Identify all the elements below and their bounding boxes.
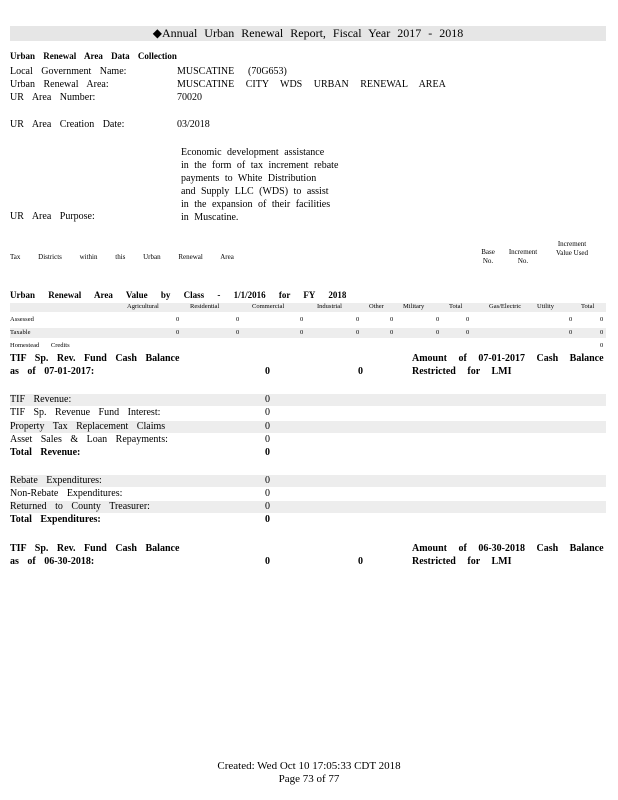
assessed-commercial: 0	[300, 316, 304, 323]
ur-purpose-label: UR Area Purpose:	[10, 211, 95, 222]
end-balance-date: as of 06-30-2018:	[10, 556, 95, 567]
returned-treasurer-value: 0	[265, 501, 270, 512]
begin-balance-label: TIF Sp. Rev. Fund Cash Balance	[10, 353, 180, 364]
assessed-other: 0	[390, 316, 394, 323]
collection-heading: Urban Renewal Area Data Collection	[10, 51, 177, 61]
ur-purpose-text: Economic development assistance in the form of tax increment rebate payments to White Distribution and Supply LLC (WDS) to assist in the expansion of their facilities in Muscatine.	[181, 147, 339, 223]
diamond-icon: ◆	[152, 26, 162, 40]
assessed-military: 0	[436, 316, 440, 323]
end-lmi-restricted: Restricted for LMI	[412, 556, 512, 567]
taxable-total: 0	[466, 329, 470, 336]
assessed-grand-total: 0	[600, 316, 604, 323]
end-balance-value: 0	[265, 556, 270, 567]
rebate-expend-label: Rebate Expenditures:	[10, 475, 102, 486]
assessed-residential: 0	[236, 316, 240, 323]
col-industrial: Industrial	[317, 303, 342, 310]
creation-date-value: 03/2018	[177, 119, 210, 130]
begin-lmi-value: 0	[358, 366, 363, 377]
total-expend-value: 0	[265, 514, 270, 525]
begin-lmi-restricted: Restricted for LMI	[412, 366, 512, 377]
report-title: Annual Urban Renewal Report, Fiscal Year 2017 - 2018	[161, 26, 464, 40]
col-other: Other	[369, 303, 384, 310]
revenue-band-1	[10, 394, 606, 406]
footer-created: Created: Wed Oct 10 17:05:33 CDT 2018	[217, 760, 401, 772]
col-grand-total: Total	[581, 303, 595, 310]
returned-treasurer-label: Returned to County Treasurer:	[10, 501, 150, 512]
revenue-replacement-label: Property Tax Replacement Claims	[10, 421, 166, 432]
col-increment-value-used: Increment Value Used	[555, 240, 589, 257]
taxable-residential: 0	[236, 329, 240, 336]
revenue-interest-label: TIF Sp. Revenue Fund Interest:	[10, 407, 161, 418]
taxable-utility: 0	[569, 329, 573, 336]
total-revenue-label: Total Revenue:	[10, 447, 81, 458]
non-rebate-expend-value: 0	[265, 488, 270, 499]
col-military: Military	[403, 303, 425, 310]
taxable-agricultural: 0	[176, 329, 180, 336]
row-taxable-label: Taxable	[10, 329, 31, 336]
col-increment-no: Increment No.	[508, 248, 538, 265]
col-base-no: Base No.	[481, 248, 495, 265]
assessed-total: 0	[466, 316, 470, 323]
report-title-bar	[10, 26, 606, 41]
col-agricultural: Agricultural	[127, 303, 159, 310]
local-gov-name: MUSCATINE	[177, 66, 235, 77]
col-total: Total	[449, 303, 463, 310]
ur-number-label: UR Area Number:	[10, 92, 96, 103]
ur-number-value: 70020	[177, 92, 202, 103]
col-gas-electric: Gas/Electric	[489, 303, 522, 310]
non-rebate-expend-label: Non-Rebate Expenditures:	[10, 488, 123, 499]
revenue-interest-value: 0	[265, 407, 270, 418]
total-expend-label: Total Expenditures:	[10, 514, 101, 525]
row-assessed-label: Assessed	[10, 316, 34, 323]
footer-page-number: Page 73 of 77	[278, 773, 340, 785]
end-balance-label: TIF Sp. Rev. Fund Cash Balance	[10, 543, 180, 554]
begin-balance-date: as of 07-01-2017:	[10, 366, 95, 377]
revenue-tif-value: 0	[265, 394, 270, 405]
tax-districts-heading: Tax Districts within this Urban Renewal Area	[10, 253, 234, 261]
begin-lmi-label: Amount of 07-01-2017 Cash Balance	[412, 353, 604, 364]
begin-balance-value: 0	[265, 366, 270, 377]
local-gov-code: (70G653)	[248, 66, 287, 77]
revenue-replacement-value: 0	[265, 421, 270, 432]
revenue-asset-sales-label: Asset Sales & Loan Repayments:	[10, 434, 168, 445]
end-lmi-value: 0	[358, 556, 363, 567]
local-gov-label: Local Government Name:	[10, 66, 127, 77]
row-homestead-label: Homestead Credits	[10, 342, 70, 349]
revenue-tif-label: TIF Revenue:	[10, 394, 72, 405]
assessed-agricultural: 0	[176, 316, 180, 323]
rebate-expend-value: 0	[265, 475, 270, 486]
homestead-grand-total: 0	[600, 342, 604, 349]
taxable-row-band	[10, 328, 606, 338]
end-lmi-label: Amount of 06-30-2018 Cash Balance	[412, 543, 604, 554]
creation-date-label: UR Area Creation Date:	[10, 119, 125, 130]
revenue-asset-sales-value: 0	[265, 434, 270, 445]
taxable-military: 0	[436, 329, 440, 336]
taxable-commercial: 0	[300, 329, 304, 336]
total-revenue-value: 0	[265, 447, 270, 458]
ur-area-label: Urban Renewal Area:	[10, 79, 109, 90]
assessed-industrial: 0	[356, 316, 360, 323]
ur-area-value: MUSCATINE CITY WDS URBAN RENEWAL AREA	[177, 79, 446, 90]
taxable-other: 0	[390, 329, 394, 336]
col-utility: Utility	[537, 303, 554, 310]
col-commercial: Commercial	[252, 303, 285, 310]
taxable-grand-total: 0	[600, 329, 604, 336]
taxable-industrial: 0	[356, 329, 360, 336]
assessed-utility: 0	[569, 316, 573, 323]
col-residential: Residential	[190, 303, 220, 310]
value-by-class-heading: Urban Renewal Area Value by Class - 1/1/2016 for FY 2018	[10, 290, 347, 300]
